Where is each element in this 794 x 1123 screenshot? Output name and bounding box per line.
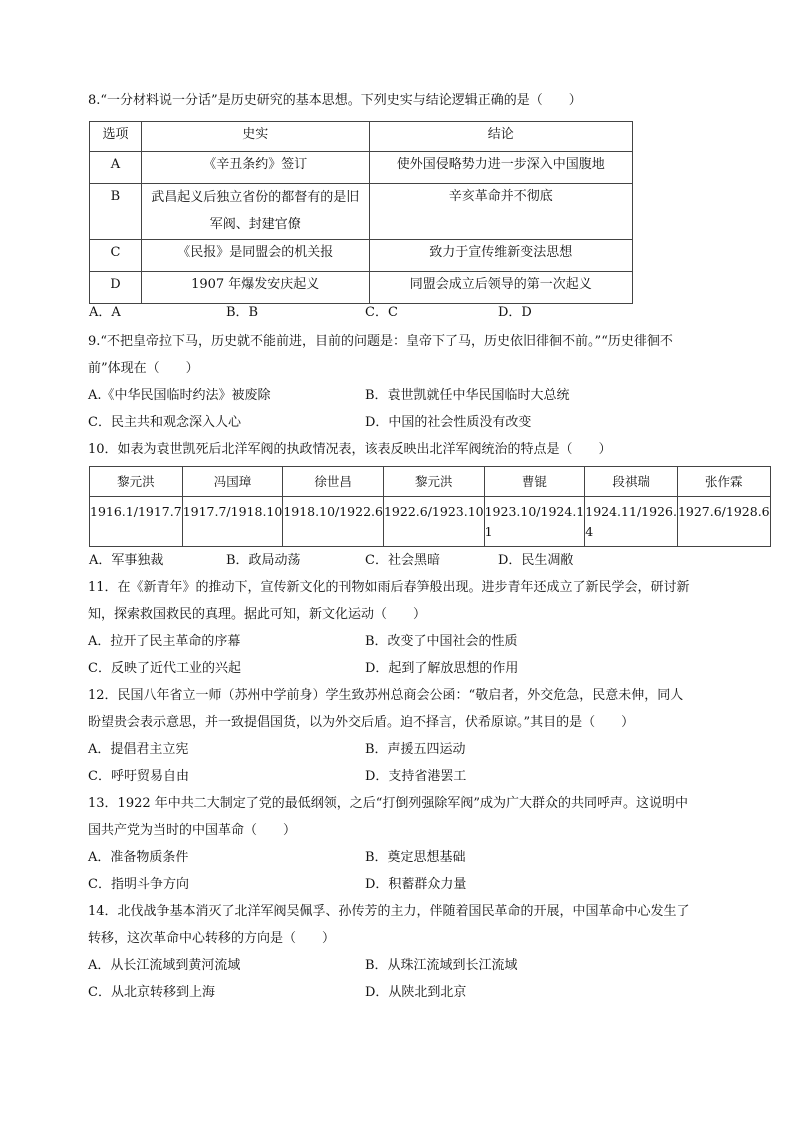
period-cell bbox=[90, 497, 183, 547]
name-cell: 徐世昌 bbox=[283, 467, 384, 497]
q11-option-a[interactable]: A．拉开了民主革命的序幕 bbox=[88, 634, 241, 649]
row-option: C bbox=[90, 240, 142, 272]
q8-option-c[interactable]: C．C bbox=[365, 305, 398, 320]
period-cell bbox=[182, 497, 283, 547]
table-row bbox=[90, 152, 633, 184]
q11-option-c[interactable]: C．反映了近代工业的兴起 bbox=[88, 661, 241, 676]
q14-option-a[interactable]: A．从长江流域到黄河流域 bbox=[88, 958, 241, 973]
header-conclusion: 结论 bbox=[369, 122, 633, 152]
q8-stem: 8.“一分材料说一分话”是历史研究的基本思想。下列史实与结论逻辑正确的是（ ） bbox=[88, 93, 582, 108]
q8-option-d[interactable]: D．D bbox=[498, 305, 532, 320]
row-fact: 1907 年爆发安庆起义 bbox=[141, 272, 369, 304]
q10-option-a[interactable]: A．军事独裁 bbox=[89, 553, 164, 568]
period-cell bbox=[383, 497, 484, 547]
table-row bbox=[90, 272, 633, 304]
q8-option-a[interactable]: A．A bbox=[89, 305, 121, 320]
q12-stem-line1: 12．民国八年省立一师（苏州中学前身）学生致苏州总商会公函：“敬启者，外交危急，民意未伸，同人 bbox=[88, 688, 684, 703]
row-option: B bbox=[90, 184, 142, 240]
period-cell bbox=[677, 497, 770, 547]
period-text-wrap: 4 bbox=[585, 524, 594, 539]
table-row bbox=[90, 497, 771, 547]
table-header-row bbox=[90, 467, 771, 497]
row-conclusion: 辛亥革命并不彻底 bbox=[369, 184, 633, 240]
period-text: 1922.6/1923.10 bbox=[383, 504, 484, 519]
q8-table bbox=[89, 121, 633, 304]
period-cell bbox=[283, 497, 384, 547]
q9-option-d[interactable]: D．中国的社会性质没有改变 bbox=[365, 415, 532, 430]
q11-stem-line1: 11．在《新青年》的推动下，宣传新文化的刊物如雨后春笋般出现。进步青年还成立了新民学会，研讨新 bbox=[88, 580, 690, 595]
period-text: 1923.10/1924.1 bbox=[484, 504, 585, 519]
table-row bbox=[90, 240, 633, 272]
period-cell bbox=[585, 497, 678, 547]
name-cell: 黎元洪 bbox=[383, 467, 484, 497]
table-row bbox=[90, 184, 633, 240]
q9-option-b[interactable]: B．袁世凯就任中华民国临时大总统 bbox=[365, 388, 570, 403]
header-option: 选项 bbox=[90, 122, 142, 152]
q10-stem: 10．如表为袁世凯死后北洋军阀的执政情况表，该表反映出北洋军阀统治的特点是（ ） bbox=[88, 442, 612, 457]
period-text: 1917.7/1918.10 bbox=[182, 504, 283, 519]
q11-option-d[interactable]: D．起到了解放思想的作用 bbox=[365, 661, 519, 676]
q11-option-b[interactable]: B．改变了中国社会的性质 bbox=[365, 634, 518, 649]
row-conclusion: 使外国侵略势力进一步深入中国腹地 bbox=[369, 152, 633, 184]
row-conclusion: 同盟会成立后领导的第一次起义 bbox=[369, 272, 633, 304]
q10-option-b[interactable]: B．政局动荡 bbox=[226, 553, 301, 568]
q12-stem-line2: 盼望贵会表示意思，并一致提倡国货，以为外交后盾。迫不择言，伏希原谅。”其目的是（ ） bbox=[88, 715, 635, 730]
header-fact: 史实 bbox=[141, 122, 369, 152]
q14-option-c[interactable]: C．从北京转移到上海 bbox=[88, 985, 215, 1000]
q8-option-b[interactable]: B．B bbox=[226, 305, 259, 320]
q12-option-c[interactable]: C．呼吁贸易自由 bbox=[88, 769, 189, 784]
q12-option-a[interactable]: A．提倡君主立宪 bbox=[88, 742, 189, 757]
q10-option-d[interactable]: D．民生凋敝 bbox=[498, 553, 574, 568]
name-cell: 黎元洪 bbox=[90, 467, 183, 497]
period-text: 1927.6/1928.6 bbox=[677, 504, 770, 519]
name-cell: 曹锟 bbox=[484, 467, 585, 497]
q13-option-a[interactable]: A．准备物质条件 bbox=[88, 850, 189, 865]
period-cell bbox=[484, 497, 585, 547]
row-option: A bbox=[90, 152, 142, 184]
q13-stem-line1: 13．1922 年中共二大制定了党的最低纲领，之后“打倒列强除军阀”成为广大群众的共同呼声。这说明中 bbox=[88, 796, 689, 811]
q9-option-a[interactable]: A.《中华民国临时约法》被废除 bbox=[88, 388, 271, 403]
row-fact: 《辛丑条约》签订 bbox=[141, 152, 369, 184]
row-conclusion: 致力于宣传维新变法思想 bbox=[369, 240, 633, 272]
period-text-wrap: 1 bbox=[484, 524, 493, 539]
row-fact bbox=[141, 184, 369, 240]
q9-stem-line1: 9.“不把皇帝拉下马，历史就不能前进，目前的问题是：皇帝下了马，历史依旧徘徊不前。”“历史徘徊不 bbox=[88, 334, 673, 349]
q14-stem-line2: 转移，这次革命中心转移的方向是（ ） bbox=[88, 931, 336, 946]
q13-stem-line2: 国共产党为当时的中国革命（ ） bbox=[88, 823, 297, 838]
q12-option-d[interactable]: D．支持省港罢工 bbox=[365, 769, 467, 784]
q13-option-b[interactable]: B．奠定思想基础 bbox=[365, 850, 466, 865]
q12-option-b[interactable]: B．声援五四运动 bbox=[365, 742, 466, 757]
q10-table bbox=[89, 466, 771, 547]
name-cell: 张作霖 bbox=[677, 467, 770, 497]
q11-stem-line2: 知，探索救国救民的真理。据此可知，新文化运动（ ） bbox=[88, 607, 427, 622]
q9-option-c[interactable]: C．民主共和观念深入人心 bbox=[88, 415, 241, 430]
q14-stem-line1: 14．北伐战争基本消灭了北洋军阀吴佩孚、孙传芳的主力，伴随着国民革命的开展，中国革命中心发生了 bbox=[88, 904, 690, 919]
name-cell: 冯国璋 bbox=[182, 467, 283, 497]
row-fact-line1: 武昌起义后独立省份的都督有的是旧 bbox=[151, 190, 360, 205]
name-cell: 段祺瑞 bbox=[585, 467, 678, 497]
row-option: D bbox=[90, 272, 142, 304]
q14-option-b[interactable]: B．从珠江流域到长江流域 bbox=[365, 958, 518, 973]
row-fact: 《民报》是同盟会的机关报 bbox=[141, 240, 369, 272]
period-text: 1916.1/1917.7 bbox=[90, 504, 182, 519]
q9-stem-line2: 前”体现在（ ） bbox=[88, 361, 199, 376]
table-header-row bbox=[90, 122, 633, 152]
q13-option-d[interactable]: D．积蓄群众力量 bbox=[365, 877, 467, 892]
period-text: 1918.10/1922.6 bbox=[283, 504, 383, 519]
q13-option-c[interactable]: C．指明斗争方向 bbox=[88, 877, 189, 892]
period-text: 1924.11/1926. bbox=[585, 504, 677, 519]
q10-option-c[interactable]: C．社会黑暗 bbox=[365, 553, 440, 568]
q14-option-d[interactable]: D．从陕北到北京 bbox=[365, 985, 467, 1000]
row-fact-line2: 军阀、封建官僚 bbox=[209, 217, 301, 232]
